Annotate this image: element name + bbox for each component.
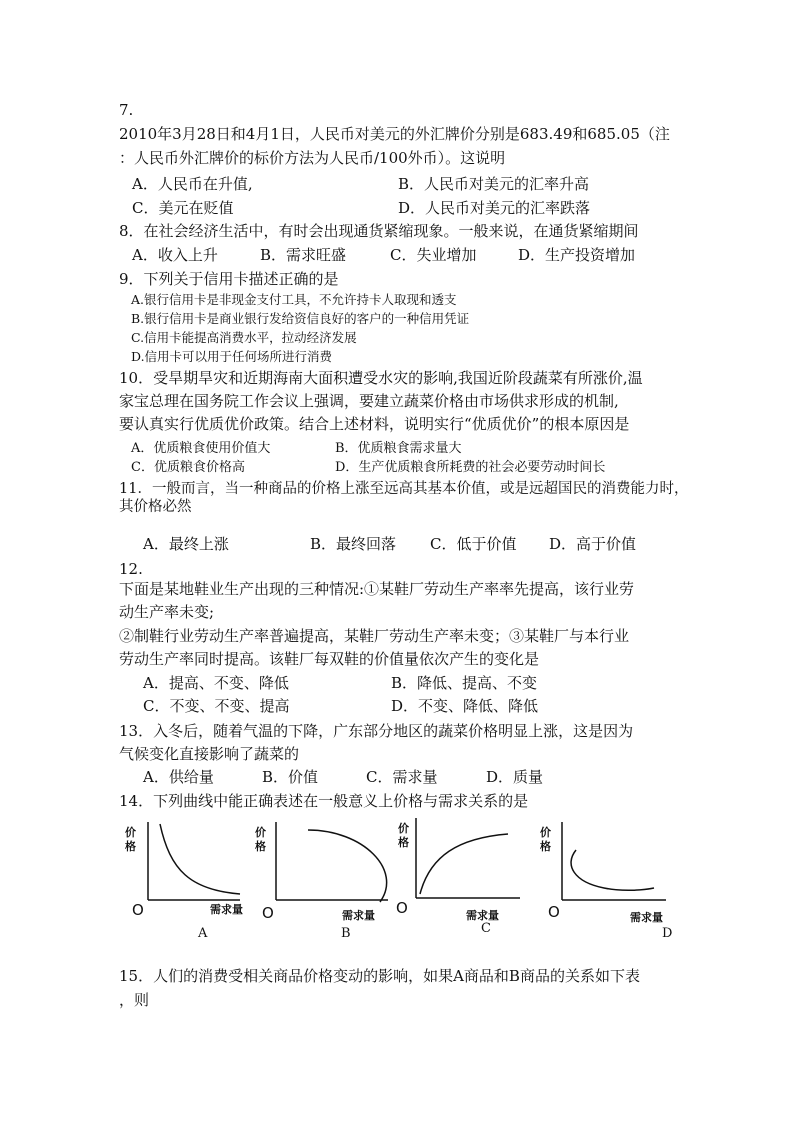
q7-option-a: A．人民币在升值, [132,175,253,193]
graph-c-caption: C [481,921,491,936]
q12-option-a: A．提高、不变、降低 [143,674,289,692]
graph-c-curve [420,834,508,894]
q7-option-b: B．人民币对美元的汇率升高 [398,175,590,193]
q12-number: 12. [119,560,143,578]
q12-stem-line4: 劳动生产率同时提高。该鞋厂每双鞋的价值量依次产生的变化是 [119,650,540,668]
graph-c-y-label: 价格 [398,822,409,849]
q8-stem: 8．在社会经济生活中，有时会出现通货紧缩现象。一般来说，在通货紧缩期间 [119,222,639,240]
graph-a-caption: A [198,926,208,941]
q12-option-c: C．不变、不变、提高 [143,697,290,715]
graph-a-plot [140,820,250,910]
q7-option-d: D．人民币对美元的汇率跌落 [398,199,591,217]
q8-option-d: D．生产投资增加 [518,246,636,264]
q12-option-b: B．降低、提高、不变 [391,674,538,692]
graph-a-y-label: 价格 [125,826,136,853]
graph-d-x-label: 需求量 [630,911,663,924]
q13-option-b: B．价值 [262,768,319,786]
q10-option-c: C．优质粮食价格高 [131,460,245,475]
q10-option-a: A．优质粮食使用价值大 [131,441,271,456]
q8-option-a: A．收入上升 [132,246,218,264]
graph-a-curve [160,824,240,894]
graph-d-plot [554,820,674,910]
q9-stem: 9．下列关于信用卡描述正确的是 [119,270,339,288]
graph-d-caption: D [662,926,673,941]
q9-option-c: C.信用卡能提高消费水平，拉动经济发展 [131,330,357,345]
q10-option-d: D．生产优质粮食所耗费的社会必要劳动时间长 [335,460,606,475]
q11-stem-line1: 11．一般而言，当一种商品的价格上涨至远高其基本价值，或是远超国民的消费能力时， [119,481,689,497]
q13-option-a: A．供给量 [143,768,214,786]
graph-b-origin: O [262,904,274,922]
graph-b-plot [268,820,398,910]
q13-option-c: C．需求量 [366,768,438,786]
graph-b-curve [308,830,387,902]
q13-option-d: D．质量 [486,768,544,786]
q7-option-c: C．美元在贬值 [132,199,234,217]
graph-b-y-label: 价格 [255,826,266,853]
q10-option-b: B．优质粮食需求量大 [335,441,462,456]
q8-option-c: C．失业增加 [390,246,477,264]
q11-option-b: B．最终回落 [310,535,397,553]
q12-stem-line3: ②制鞋行业劳动生产率普遍提高，某鞋厂劳动生产率未变；③某鞋厂与本行业 [119,627,630,645]
graph-d-y-label: 价格 [540,826,551,853]
graph-c-x-label: 需求量 [466,909,499,922]
graph-d-curve [571,850,654,890]
q10-stem-line1: 10．受旱期旱灾和近期海南大面积遭受水灾的影响,我国近阶段蔬菜有所涨价,温 [119,369,643,387]
q15-stem-line1: 15．人们的消费受相关商品价格变动的影响，如果A商品和B商品的关系如下表 [119,967,640,985]
q11-option-d: D．高于价值 [549,535,637,553]
q7-stem-line1: 2010年3月28日和4月1日，人民币对美元的外汇牌价分别是683.49和685.05（注 [119,125,670,143]
q15-stem-line2: ，则 [119,991,150,1009]
q7-stem-line2: ：人民币外汇牌价的标价方法为人民币/100外币）。这说明 [119,149,506,167]
q8-option-b: B．需求旺盛 [260,246,347,264]
q9-option-b: B.银行信用卡是商业银行发给资信良好的客户的一种信用凭证 [131,311,470,326]
graph-c-plot [408,816,528,908]
q10-stem-line3: 要认真实行优质优价政策。结合上述材料，说明实行“优质优价”的根本原因是 [119,415,630,433]
graph-c-origin: O [396,899,408,917]
graph-b-caption: B [341,926,351,941]
q12-stem-line1: 下面是某地鞋业生产出现的三种情况:①某鞋厂劳动生产率率先提高，该行业劳 [119,580,635,598]
graph-b-x-label: 需求量 [342,909,375,922]
graph-d-origin: O [548,903,560,921]
graph-a-x-label: 需求量 [210,903,243,916]
q7-number: 7. [119,101,134,119]
q13-stem-line1: 13．入冬后，随着气温的下降，广东部分地区的蔬菜价格明显上涨，这是因为 [119,722,634,740]
q11-option-c: C．低于价值 [430,535,517,553]
q11-stem-line2: 其价格必然 [119,499,192,515]
q11-option-a: A．最终上涨 [143,535,229,553]
graph-a-origin: O [132,901,144,919]
q9-option-a: A.银行信用卡是非现金支付工具，不允许持卡人取现和透支 [131,292,457,307]
q9-option-d: D.信用卡可以用于任何场所进行消费 [131,349,333,364]
q12-stem-line2: 动生产率未变; [119,603,215,621]
q10-stem-line2: 家宝总理在国务院工作会议上强调，要建立蔬菜价格由市场供求形成的机制, [119,392,619,410]
q14-stem: 14．下列曲线中能正确表述在一般意义上价格与需求关系的是 [119,792,529,810]
q12-option-d: D．不变、降低、降低 [391,697,539,715]
q13-stem-line2: 气候变化直接影响了蔬菜的 [119,745,300,763]
